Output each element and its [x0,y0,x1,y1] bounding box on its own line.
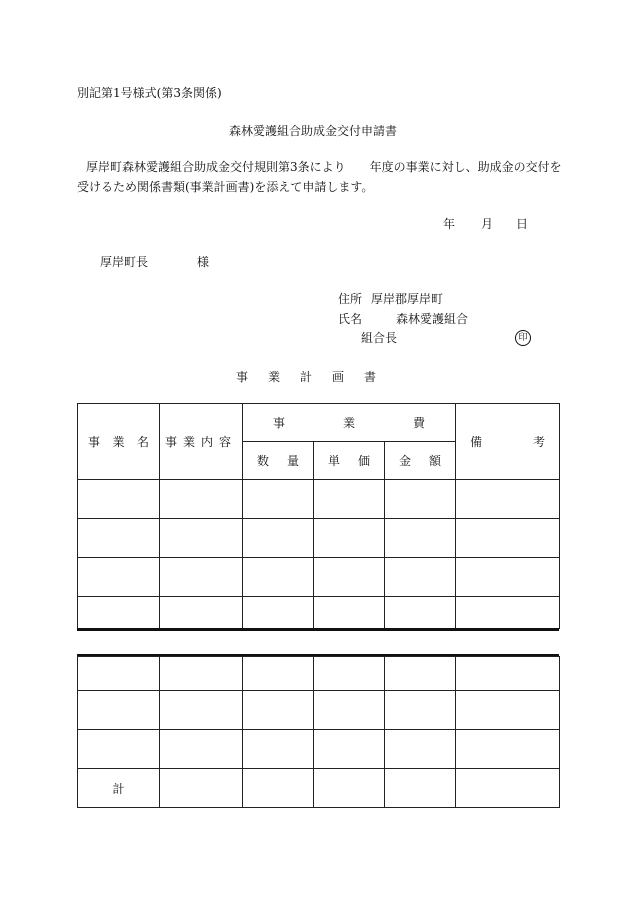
form-number: 別記第1号様式(第3条関係) [77,86,222,100]
date-month: 月 [481,217,494,231]
table-row [78,657,560,691]
plan-title: 事 業 計 画 書 [236,370,381,384]
address-value: 厚岸郡厚岸町 [371,292,444,306]
plan-table-upper [77,403,560,629]
table-row [78,480,560,519]
body-line-1: 厚岸町森林愛護組合助成金交付規則第3条により 年度の事業に対し、助成金の交付を [86,160,562,174]
header-project-cost: 事 業 費 [243,404,456,442]
addressee-name: 厚岸町長 [100,255,149,269]
date-day: 日 [516,217,529,231]
role-label: 組合長 [361,331,398,345]
header-amount: 金 額 [385,442,456,480]
total-label: 計 [78,769,160,808]
name-value: 森林愛護組合 [396,312,469,326]
body-line-2: 受けるため関係書類(事業計画書)を添えて申請します。 [77,180,374,194]
addressee-honorific: 様 [197,255,210,269]
header-project-content: 事業内容 [160,404,243,480]
table-row [78,558,560,597]
total-row [78,769,560,808]
date-year: 年 [443,217,456,231]
table-row [78,691,560,730]
header-quantity: 数 量 [243,442,314,480]
address-label: 住所 [338,292,363,306]
table-row [78,597,560,629]
name-label: 氏名 [338,312,363,326]
form-title: 森林愛護組合助成金交付申請書 [229,124,398,138]
table-row [78,730,560,769]
header-unit-price: 単 価 [314,442,385,480]
page-break-line-top [77,628,559,631]
header-remarks: 備 考 [456,404,560,480]
table-row [78,519,560,558]
header-project-name: 事 業 名 [78,404,160,480]
plan-table-lower [77,656,560,808]
seal-mark: 印 [515,330,531,346]
